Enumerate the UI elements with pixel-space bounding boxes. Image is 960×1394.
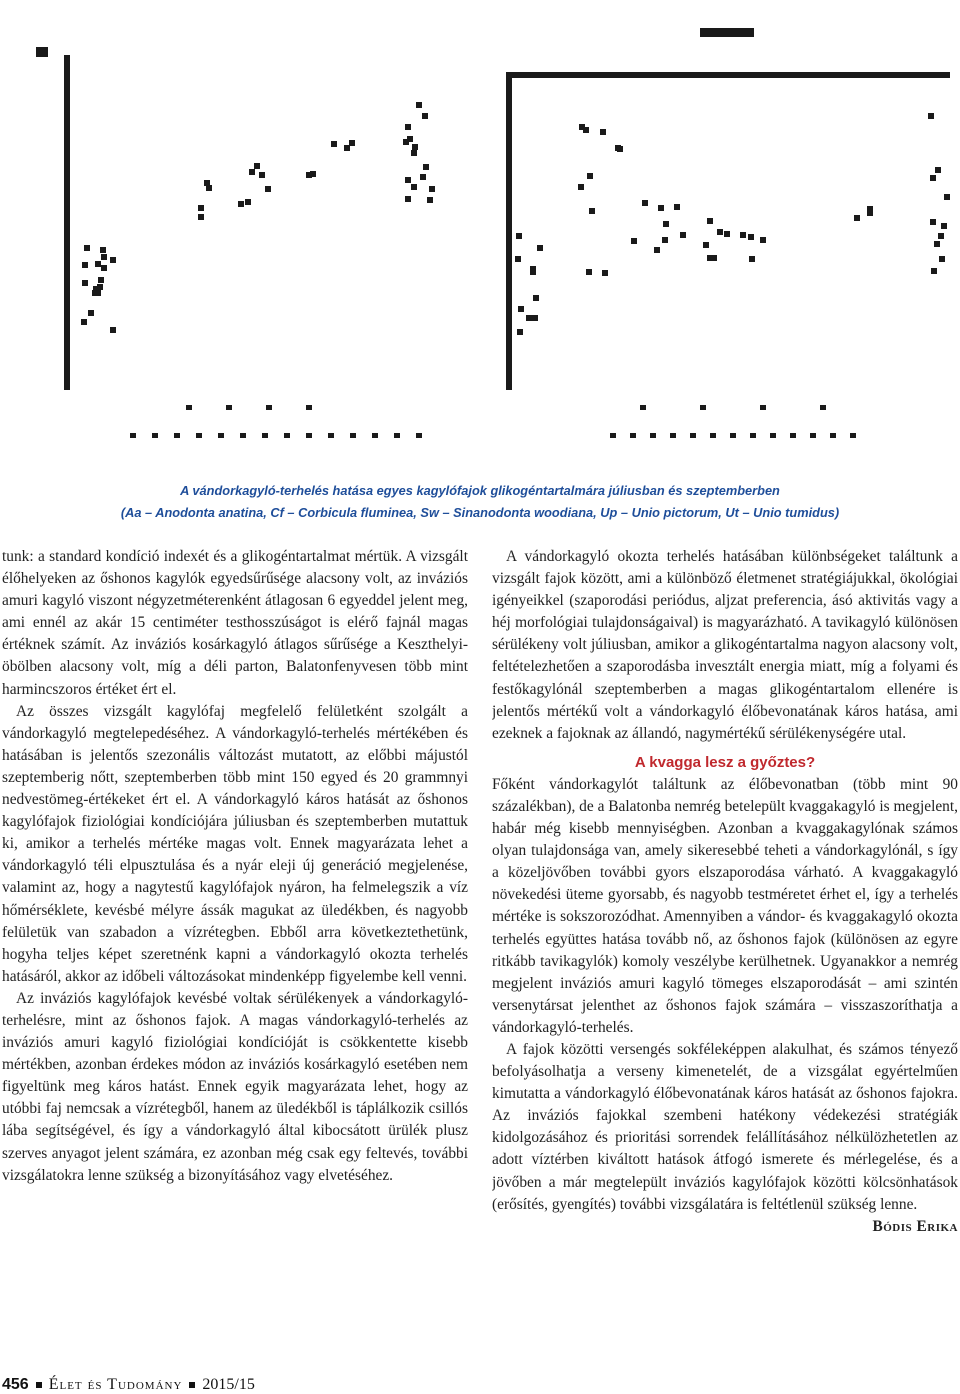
scatter-point [587, 173, 593, 179]
left-chart-marks [81, 102, 435, 333]
right-paragraph-2: Főként vándorkagylót találtunk az élőbevonatban (több mint 90 százalékban), de a Balatonba nemrég betelepült kvaggakagyló is megjelent, habár még kisebb mennyiségben. Azonban a kvaggakagylónak számos olyan tulajdonsága van, amely sikeresebbé teheti a vándorkagylónál, s így a közeljövőben további gyors elszaporodása várható. A kvaggakagyló növekedési üteme gyorsabb, és nagyobb testméretet érhet el, így a terhelés mértéke is sokszorozódhat. Amennyiben a vándor- és kvaggakagyló okozta terhelés együttes hatása tovább nő, az őshonos fajok (különösen az egyre ritkább tavikagylók) komoly veszélybe kerülhetnek. Ugyanakkor a nemrég megjelent inváziós amuri kagyló tömeges elszaporodását – ami szintén versenytársat jelenthet az őshonos fajok számára – visszaszoríthatja a vándorkagyló-terhelés. [492, 775, 958, 1036]
x-tick-mark [328, 433, 334, 438]
scatter-point [515, 256, 521, 262]
scatter-point [517, 329, 523, 335]
right-paragraph-3-text: A fajok közötti versengés sokféleképpen alakulhat, és számos tényező befolyásolhatja a verseny kimenetelét, de a vizsgálat egyértelműen kimutatta a vándorkagyló élőbevonatának káros hatását az őshonos fajokra. Az inváziós fajokkal szembeni hatékony védekezési stratégiák kidolgozásához és prioritási sorrendek felállításához nélkülözhetetlen az adott víztérben kiváltott hatások átfogó ismerete és mérlegelése, és a jövőben a már megtelepült inváziós kagylófajok közötti kölcsönhatások (erősítés, gyengítés) további vizsgálatára is feltétlenül szükség lenne. [492, 1040, 958, 1213]
scatter-point [516, 233, 522, 239]
x-tick-mark [650, 433, 656, 438]
scatter-point [717, 229, 723, 235]
scatter-point [532, 315, 538, 321]
scatter-point [81, 319, 87, 325]
x-tick-mark [700, 405, 706, 410]
x-tick-mark [350, 433, 356, 438]
scatter-point [331, 141, 337, 147]
scatter-point [600, 129, 606, 135]
scatter-point [310, 171, 316, 177]
left-chart [36, 47, 435, 438]
scatter-point [405, 124, 411, 130]
scatter-point [928, 113, 934, 119]
scatter-point [84, 245, 90, 251]
scatter-point [97, 284, 103, 290]
x-tick-mark [152, 433, 158, 438]
scatter-point [95, 261, 101, 267]
x-tick-mark [690, 433, 696, 438]
x-tick-mark [630, 433, 636, 438]
scatter-point [101, 265, 107, 271]
scatter-point [537, 245, 543, 251]
x-tick-mark [394, 433, 400, 438]
scatter-point [935, 167, 941, 173]
scatter-point [931, 268, 937, 274]
x-tick-mark [820, 405, 826, 410]
footer-separator [189, 1382, 195, 1388]
scatter-figure [0, 0, 960, 465]
section-heading: A kvagga lesz a győztes? [634, 753, 816, 771]
scatter-point [642, 200, 648, 206]
x-tick-mark [710, 433, 716, 438]
footer-separator [36, 1382, 42, 1388]
scatter-point [707, 218, 713, 224]
scatter-point [427, 197, 433, 203]
left-y-axis [64, 55, 70, 390]
scatter-point [674, 204, 680, 210]
x-tick-mark [266, 405, 272, 410]
scatter-point [530, 269, 536, 275]
scatter-point [349, 140, 355, 146]
scatter-point [416, 102, 422, 108]
scatter-point [245, 199, 251, 205]
scatter-point [206, 185, 212, 191]
scatter-point [110, 327, 116, 333]
scatter-point [101, 254, 107, 260]
scatter-point [578, 184, 584, 190]
scatter-point [662, 237, 668, 243]
scatter-point [867, 206, 873, 212]
left-paragraph-3: Az inváziós kagylófajok kevésbé voltak sérülékenyek a vándorkagyló-terhelésre, mint az őshonos fajok. A magas vándorkagyló-terhelés az inváziós amuri kagyló fiziológiai kondícióját is csökkentette kisebb mértékben, azonban érdekes módon az inváziós kosárkagyló esetében nem figyeltünk meg káros hatást. Ennek egyik magyarázata lehet, hogy az utóbbi faj nemcsak a vízrétegből, hanem az üledékből is táplálkozik csillós lába segítségével, és így a vándorkagyló által kibocsátott ürülék plusz szerves anyagot jelent számára, ez azonban még csak egy feltevés, további vizsgálatokra lenne szükség a bizonyításához vagy elvetéséhez. [2, 989, 468, 1184]
scatter-point [422, 113, 428, 119]
scatter-point [941, 223, 947, 229]
x-tick-mark [174, 433, 180, 438]
x-tick-mark [790, 433, 796, 438]
scatter-point [518, 306, 524, 312]
scatter-point [934, 241, 940, 247]
scatter-point [654, 247, 660, 253]
scatter-point [82, 262, 88, 268]
scatter-point [740, 232, 746, 238]
figure-area [0, 0, 960, 465]
scatter-point [92, 290, 98, 296]
x-tick-mark [810, 433, 816, 438]
scatter-point [405, 196, 411, 202]
x-tick-mark [770, 433, 776, 438]
scatter-point [526, 315, 532, 321]
left-paragraph-2: Az összes vizsgált kagylófaj megfelelő felületként szolgált a vándorkagyló megtelepedéséhez. A vándorkagyló-terhelés mértékében és hatásában is jelentős szezonális változást mutatott, az előbbi májustól szeptemberig nőtt, szeptemberben több mint 150 egyed és 20 grammnyi nedvestömeg-értékeket ért el. A vándorkagyló káros hatását az őshonos kagylófajok fiziológiai kondíciójára júliusban és szeptemberben mutattuk ki, amikor a terhelés mértéke magas volt. Ennek magyarázata lehet a vándorkagyló téli elpusztulása és a nyár eleji új generáció megjelenése, valamint az, hogy a nagytestű kagylófajok nyáron, ha felmelegszik a víz hőmérséklete, kevésbé mélyre ássák magukat az üledékben, és nagyobb felületük van szabadon a vízrétegben. Ebből arra következtethetünk, hogyha teljes képet szeretnénk kapni a vándorkagyló okozta terhelés hatásáról, akkor az időbeli változásokat mindenképp figyelembe kell venni. [2, 702, 468, 985]
right-paragraph-1: A vándorkagyló okozta terhelés hatásában különbségeket találtunk a vizsgált fajok között, ami a különböző életmenet stratégiájukkal, ökológiai igényeikkel (szaporodási periódus, aljzat preferencia, ásó aktivitás vagy a héj morfológiai tulajdonságaival) is magyarázható. A tavikagyló különösen sérülékeny volt júliusban, amikor a glikogéntartalma nagyon alacsony volt, feltételezhetően a szaporodásba invesztált energia miatt, míg a folyami és festőkagylónál szeptemberben a magas glikogéntartalom ellenére is jelentős mértékű volt a vándorkagyló élőbevonatának káros hatása, ami ezeknek a fajoknak az állandó, nagymértékű sérülékenységére utal. [492, 548, 958, 742]
page-number: 456 [2, 1376, 29, 1393]
scatter-point [265, 186, 271, 192]
scatter-point [82, 280, 88, 286]
x-tick-mark [750, 433, 756, 438]
scatter-point [589, 208, 595, 214]
x-tick-mark [760, 405, 766, 410]
scatter-point [533, 295, 539, 301]
left-chart-title-block [36, 47, 48, 57]
right-paragraph-3 [492, 1039, 958, 1235]
right-chart-title-block [700, 28, 754, 37]
scatter-point [854, 215, 860, 221]
x-tick-mark [186, 405, 192, 410]
scatter-point [579, 124, 585, 130]
right-text-column [492, 546, 958, 1354]
issue-number: 2015/15 [202, 1376, 255, 1393]
scatter-point [259, 172, 265, 178]
scatter-point [198, 205, 204, 211]
figure-caption-title: A vándorkagyló-terhelés hatása egyes kagylófajok glikogéntartalmára júliusban és szeptemberben [180, 483, 780, 498]
figure-caption-legend: (Aa – Anodonta anatina, Cf – Corbicula fluminea, Sw – Sinanodonta woodiana, Up – Unio pictorum, Ut – Unio tumidus) [120, 505, 840, 520]
scatter-point [711, 255, 717, 261]
right-y-axis [506, 72, 512, 390]
x-tick-mark [640, 405, 646, 410]
scatter-point [944, 194, 950, 200]
x-tick-mark [670, 433, 676, 438]
x-tick-mark [416, 433, 422, 438]
scatter-point [100, 247, 106, 253]
x-tick-mark [306, 405, 312, 410]
scatter-point [110, 257, 116, 263]
scatter-point [411, 150, 417, 156]
x-tick-mark [262, 433, 268, 438]
scatter-point [703, 242, 709, 248]
x-tick-mark [830, 433, 836, 438]
right-chart [506, 28, 950, 438]
right-top-axis [506, 72, 950, 78]
left-paragraph-1: tunk: a standard kondíció indexét és a glikogéntartalmat mértük. A vizsgált élőhelyeken az őshonos kagylók egyedsűrűsége alacsony volt, az inváziós amuri kagyló viszont négyzetméterenként átlagosan 6 egyeddel jelent meg, ami ennél az akár 15 centiméter testhosszúságot is elérő fajnál magas értéknek számít. Az inváziós kosárkagyló átlagos sűrűsége a Keszthelyi-öbölben alacsony volt, míg a déli parton, Balatonfenyvesen több mint harmincszoros értéket ért el. [2, 548, 468, 698]
scatter-point [748, 234, 754, 240]
x-tick-mark [850, 433, 856, 438]
x-tick-mark [610, 433, 616, 438]
x-tick-mark [306, 433, 312, 438]
scatter-point [760, 237, 766, 243]
x-tick-mark [730, 433, 736, 438]
scatter-point [411, 184, 417, 190]
x-tick-mark [240, 433, 246, 438]
scatter-point [602, 270, 608, 276]
scatter-point [412, 144, 418, 150]
scatter-point [939, 256, 945, 262]
scatter-point [930, 175, 936, 181]
author-name: Bódis Erika [872, 1217, 958, 1235]
scatter-point [88, 310, 94, 316]
scatter-point [680, 232, 686, 238]
scatter-point [238, 201, 244, 207]
page-footer [2, 1376, 255, 1394]
scatter-point [429, 186, 435, 192]
scatter-point [658, 205, 664, 211]
x-tick-mark [284, 433, 290, 438]
scatter-point [663, 221, 669, 227]
scatter-point [938, 233, 944, 239]
scatter-point [631, 238, 637, 244]
scatter-point [749, 256, 755, 262]
left-text-column [2, 546, 468, 1354]
scatter-point [586, 269, 592, 275]
scatter-point [930, 219, 936, 225]
scatter-point [423, 164, 429, 170]
scatter-point [249, 169, 255, 175]
scatter-point [198, 214, 204, 220]
right-x-ticks [610, 405, 856, 438]
scatter-point [420, 174, 426, 180]
x-tick-mark [226, 405, 232, 410]
scatter-point [615, 145, 621, 151]
scatter-point [254, 163, 260, 169]
scatter-point [405, 177, 411, 183]
scatter-point [724, 231, 730, 237]
x-tick-mark [130, 433, 136, 438]
scatter-point [403, 139, 409, 145]
right-chart-marks [515, 113, 950, 335]
scatter-point [98, 277, 104, 283]
magazine-name: Élet és Tudomány [48, 1376, 183, 1393]
x-tick-mark [372, 433, 378, 438]
x-tick-mark [218, 433, 224, 438]
x-tick-mark [196, 433, 202, 438]
left-x-ticks [130, 405, 422, 438]
